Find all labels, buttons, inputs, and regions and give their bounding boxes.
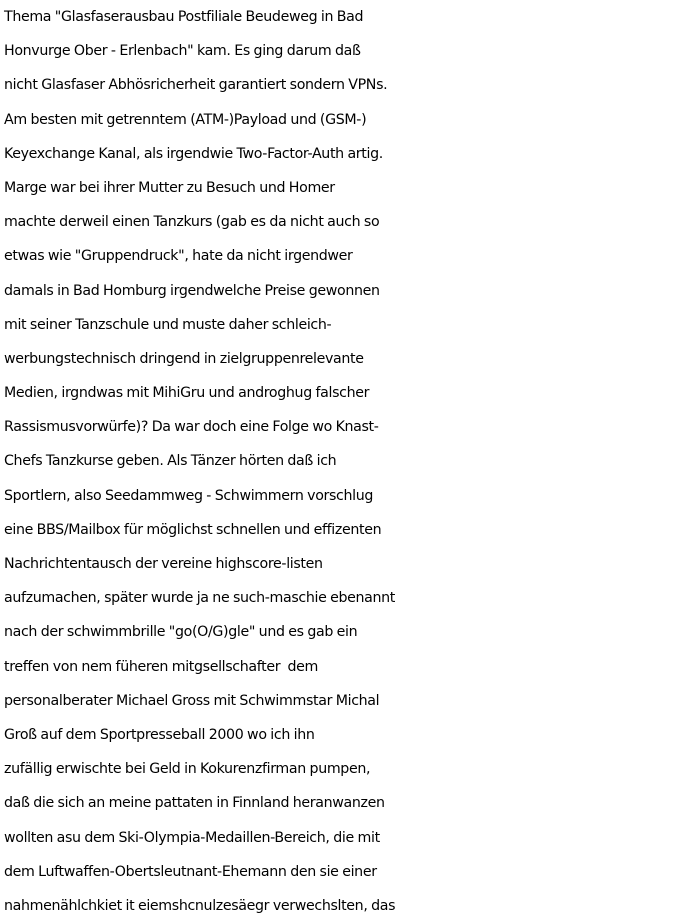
text-line-11: werbungstechnisch dringend in zielgruppenrelevante: [4, 350, 364, 367]
text-line-10: mit seiner Tanzschule und muste daher schleich-: [4, 316, 332, 333]
text-line-8: etwas wie "Gruppendruck", hate da nicht irgendwer: [4, 248, 353, 265]
text-line-25: wollten asu dem Ski-Olympia-Medaillen-Bereich, die mit: [4, 829, 380, 846]
text-line-21: personalberater Michael Gross mit Schwimmstar Michal: [4, 692, 380, 709]
text-line-19: nach der schwimmbrille "go(O/G)gle" und es gab ein: [4, 624, 358, 641]
text-line-20: treffen von nem füheren mitgsellschafter dem: [4, 658, 319, 675]
text-line-22: Groß auf dem Sportpresseball 2000 wo ich ihn: [4, 726, 315, 743]
text-line-13: Rassismusvorwürfe)? Da war doch eine Folge wo Knast-: [4, 419, 379, 436]
text-line-3: nicht Glasfaser Abhösricherheit garantiert sondern VPNs.: [4, 77, 388, 94]
text-line-9: damals in Bad Homburg irgendwelche Preise gewonnen: [4, 282, 380, 299]
text-line-15: Sportlern, also Seedammweg - Schwimmern vorschlug: [4, 487, 374, 504]
text-line-12: Medien, irgndwas mit MihiGru und androghug falscher: [4, 385, 370, 402]
text-line-4: Am besten mit getrenntem (ATM-)Payload und (GSM-): [4, 111, 367, 128]
text-line-23: zufällig erwischte bei Geld in Kokurenzfirman pumpen,: [4, 761, 371, 778]
text-line-24: daß die sich an meine pattaten in Finnland heranwanzen: [4, 795, 385, 812]
text-line-1: Thema "Glasfaserausbau Postfiliale Beudeweg in Bad: [4, 9, 364, 25]
text-line-17: Nachrichtentausch der vereine highscore-listen: [4, 556, 323, 572]
text-line-14: Chefs Tanzkurse geben. Als Tänzer hörten daß ich: [4, 453, 337, 470]
text-line-2: Honvurge Ober - Erlenbach" kam. Es ging darum daß: [4, 43, 361, 60]
text-line-27: nahmenählchkiet it eiemshcnulzesäegr verwechslten, das: [4, 897, 396, 914]
text-line-5: Keyexchange Kanal, als irgendwie Two-Factor-Auth artig.: [4, 145, 383, 162]
text-line-26: dem Luftwaffen-Obertsleutnant-Ehemann den sie einer: [4, 863, 377, 880]
text-line-7: machte derweil einen Tanzkurs (gab es da nicht auch so: [4, 214, 380, 231]
text-line-18: aufzumachen, später wurde ja ne such-maschie ebenannt: [4, 590, 396, 607]
text-line-6: Marge war bei ihrer Mutter zu Besuch und Homer: [4, 179, 335, 196]
document-text: [4, 0, 684, 920]
text-line-16: eine BBS/Mailbox für möglichst schnellen und effizenten: [4, 521, 382, 538]
